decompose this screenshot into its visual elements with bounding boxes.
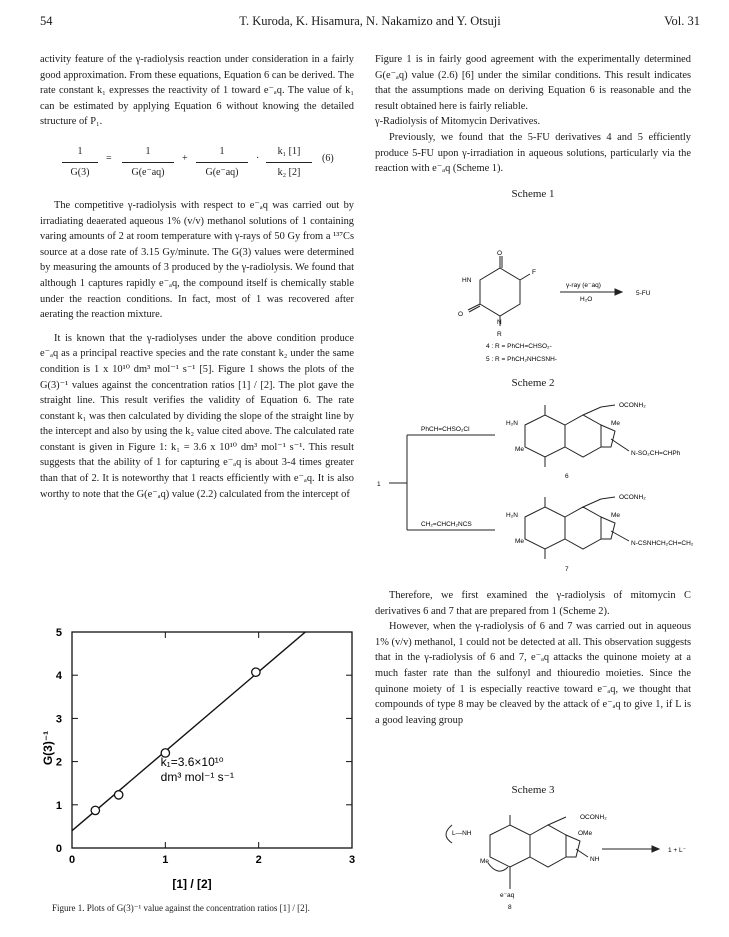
x-tick-label: 1: [162, 854, 169, 866]
fit-line: [72, 632, 305, 831]
atom-hn: HN: [462, 277, 472, 284]
volume-label: Vol. 31: [664, 14, 700, 28]
x-tick-label: 3: [348, 854, 356, 866]
running-authors: T. Kuroda, K. Hisamura, N. Nakamizo and Y. Otsuji: [239, 14, 501, 28]
y-tick-label: 5: [55, 627, 62, 639]
page-header: [40, 14, 700, 34]
scheme-1-diagram: [440, 248, 700, 368]
atom-label: OMe: [578, 830, 593, 837]
eaq-label: e⁻aq: [500, 892, 515, 899]
paragraph: Figure 1 is in fairly good agreement with the experimentally determined G(e⁻ₐq) value (2.6) [6] under the similar conditions. This result indicates that the assumptions made on deriving Equation 6 is reasonable and the result obtained here is fairly reliable.: [375, 54, 691, 112]
compound-6-label: 6: [565, 473, 569, 480]
paragraph: Previously, we found that the 5-FU derivatives 4 and 5 efficiently produce 5-FU upon γ-irradiation in aqueous solutions, particularly via the reaction with e⁻ₐq (Scheme 1).: [375, 131, 691, 175]
atom-f: F: [532, 269, 536, 276]
page-number: 54: [40, 14, 53, 28]
substituent-6: N-SO₂CH=CHPh: [631, 450, 681, 457]
scheme-3-products: 1 + L⁻: [668, 847, 687, 854]
product-label: 5-FU: [636, 290, 651, 297]
reagent-1: PhCH=CHSO₂Cl: [421, 426, 470, 433]
reagent-2: CH₂=CHCH₂NCS: [421, 521, 472, 528]
atom-label: Me: [480, 858, 490, 865]
atom-label: H₂N: [506, 420, 518, 427]
compound-5-label: 5 : R = PhCH₂NHCSNH-: [486, 356, 557, 363]
figure-caption: Figure 1. Plots of G(3)⁻¹ value against the concentration ratios [1] / [2].: [52, 903, 310, 913]
atom-o: O: [497, 250, 503, 257]
paragraph: It is known that the γ-radiolyses under the above condition produce e⁻ₐq as a principal reactive species and the rate constant k₂ under the same condition is 1 x 10¹⁰ dm³ mol⁻¹ s⁻¹ [5]. Figure 1 shows the plots of the G(3)⁻¹ values against the concentration ratios [1] / [2]. The plot gave the straight line. This result verifies the validity of Equation 6. The rate constant k₁ was then calculated by dividing the slope of the straight line by the intercept and also by using the k₂ value cited above. The calculated rate constant is given in Figure 1: k₁ = 3.6 x 10¹⁰ dm³ mol⁻¹ s⁻¹. This result suggests that the ability of 1 for capturing e⁻ₐq is about 3-4 times greater than that of 2. It is noteworthy that 1 reacts efficiently with e⁻ₐq. It is also worthy to note that the G(e⁻ₐq) value (2.2) calculated from the intercept of: [40, 332, 354, 500]
rate-constant-units: dm³ mol⁻¹ s⁻¹: [160, 770, 235, 785]
atom-r: R: [497, 331, 502, 338]
atom-label: OCONH₂: [619, 402, 646, 409]
x-tick-label: 2: [255, 854, 262, 866]
y-tick-label: 4: [55, 670, 62, 683]
scheme-3-diagram: [430, 805, 700, 915]
atom-label: Me: [515, 538, 525, 545]
right-column: [375, 52, 691, 206]
scheme-3-title: Scheme 3: [511, 784, 555, 796]
scheme-2-title: Scheme 2: [511, 377, 555, 389]
x-tick-label: 0: [68, 854, 76, 866]
atom-label: OCONH₂: [580, 814, 607, 821]
figure-1-chart: [40, 610, 370, 890]
paragraph: activity feature of the γ-radiolysis reaction under consideration in a fairly good approximation. From these equations, Equation 6 can be derived. The rate constant k₁ expresses the reactivity of 1 toward e⁻ₐq. The value of k₁ can be estimated by applying Equation 6 without knowing the detailed structure of P₁.: [40, 54, 354, 128]
scheme-1-title: Scheme 1: [511, 187, 555, 200]
atom-label: NH: [590, 856, 600, 863]
atom-label: Me: [515, 446, 525, 453]
left-column: [40, 52, 354, 502]
substituent-7: N-CSNHCH₂CH=CH₂: [631, 540, 694, 547]
data-point: [91, 806, 99, 814]
compound-8-label: 8: [508, 904, 512, 911]
equation-label: (6): [322, 152, 334, 164]
compound-4-label: 4 : R = PhCH=CHSO₂-: [486, 343, 552, 350]
paragraph: However, when the γ-radiolysis of 6 and 7 was carried out in aqueous 1% (v/v) methanol, 1 could not be detected at all. This observation suggests that in the γ-radiolysis of 6 and 7, e⁻ₐq attacks the quinone moiety at a much faster rate than the sulfonyl and thiourediо moieties. Since the quinone moiety of 1 is especially reactive toward e⁻ₐq, we thought that compounds of type 8 may be cleaved by the attack of e⁻ₐq to give 1, if L is a good leaving group: [375, 621, 691, 726]
atom-n: N: [497, 319, 502, 326]
atom-label: L—NH: [452, 830, 472, 837]
equation-6: $\frac{1}{G(3)}$ = $\frac{1}{G(e^-aq)}$ + $\frac{1}{G(e^-aq)}$ · $\frac{\text{k₁ [1]}}{\text{k₂ [2]}}$ (6): [40, 142, 354, 186]
atom-label: H₂N: [506, 512, 518, 519]
data-point: [252, 668, 260, 676]
paragraph: The competitive γ-radiolysis with respect to e⁻ₐq was carried out by irradiating deaerated aqueous 1% (v/v) methanol solutions of 1 containing varing amounts of 2 at room temperature with γ-rays of 50 Gy from a ¹³⁷Cs source at a dose rate of 3.15 Gy/minute. The G(3) values were determined by measuring the amounts of 3 produced by the γ-radiolysis. We found that although 1 captures rapidly e⁻ₐq, the compound itself is chemically stable under the reaction conditions. In fact, most of 1 was recovered after aerating the reaction mixture.: [40, 199, 354, 321]
paragraph: Therefore, we first examined the γ-radiolysis of mitomycin C derivatives 6 and 7 that are prepared from 1 (Scheme 2).: [375, 590, 691, 617]
x-axis-label: [1] / [2]: [172, 877, 212, 890]
y-tick-label: 2: [55, 756, 62, 769]
y-tick-label: 3: [55, 713, 62, 726]
atom-o: O: [458, 311, 464, 318]
data-point: [114, 791, 122, 799]
atom-label: OCONH₂: [619, 494, 646, 501]
atom-label: Me: [611, 420, 621, 427]
y-tick-label: 1: [55, 799, 62, 812]
arrow-solvent: H₂O: [580, 296, 593, 303]
atom-label: Me: [611, 512, 621, 519]
y-tick-label: 0: [55, 843, 62, 855]
compound-7-label: 7: [565, 566, 569, 573]
arrow-label: γ-ray (e⁻aq): [566, 282, 601, 289]
right-column-lower: [375, 588, 691, 728]
plot-frame: [72, 632, 352, 848]
section-heading: γ-Radiolysis of Mitomycin Derivatives.: [375, 116, 541, 128]
figure-1: [40, 610, 370, 930]
reactant-1-label: 1: [377, 481, 381, 488]
scheme-2-diagram: [375, 395, 705, 580]
rate-constant-annotation: k₁=3.6×10¹⁰: [160, 754, 224, 769]
y-axis-label: G(3)⁻¹: [41, 730, 55, 766]
